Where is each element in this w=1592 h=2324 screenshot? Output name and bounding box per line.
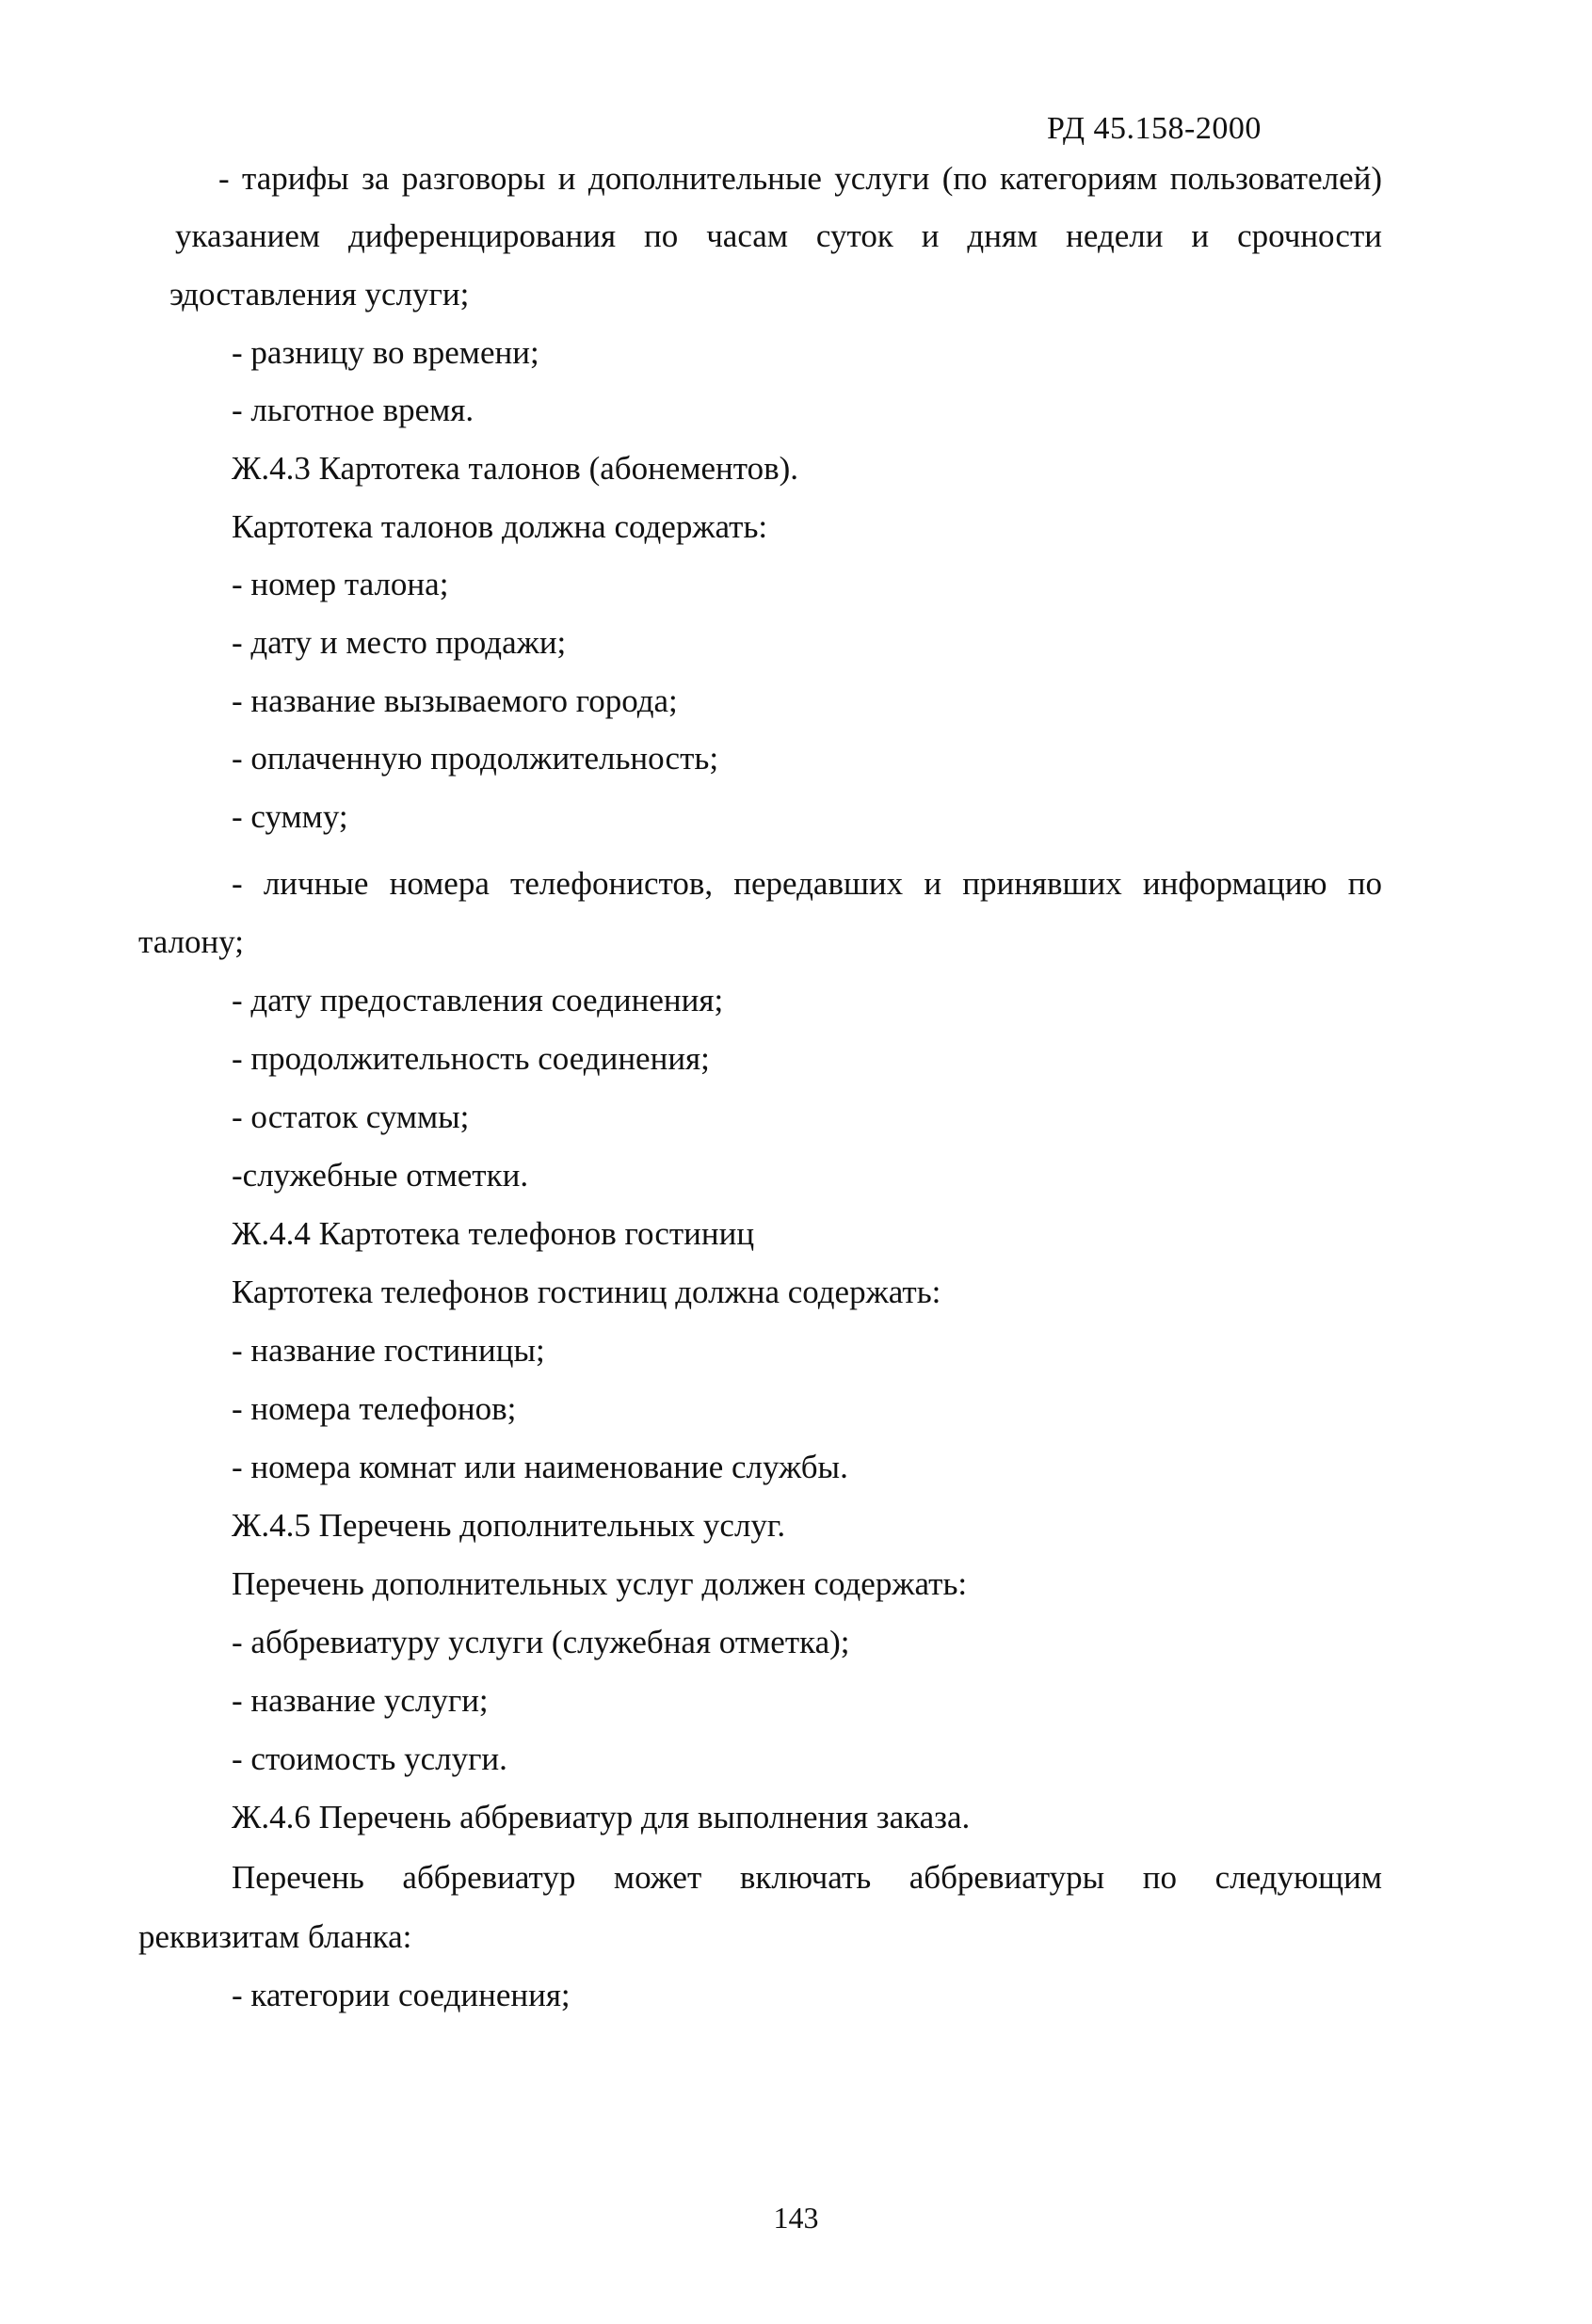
text-line: - название услуги;	[232, 1682, 489, 1719]
text-line: - разницу во времени;	[232, 334, 539, 371]
page-number: 143	[773, 2201, 819, 2235]
text-line: - дату предоставления соединения;	[232, 982, 724, 1018]
section-heading: Ж.4.5 Перечень дополнительных услуг.	[232, 1507, 786, 1544]
section-heading: Ж.4.4 Картотека телефонов гостиниц	[232, 1215, 755, 1252]
text-line: талону;	[138, 923, 245, 960]
section-heading: Ж.4.3 Картотека талонов (абонементов).	[232, 450, 799, 487]
text-line: - номер талона;	[232, 566, 449, 602]
text-line: - категории соединения;	[232, 1977, 571, 2013]
text-line: - оплаченную продолжительность;	[232, 740, 719, 777]
section-heading: Ж.4.6 Перечень аббревиатур для выполнения заказа.	[232, 1799, 971, 1835]
text-line: - номера телефонов;	[232, 1390, 517, 1427]
text-line: указанием диференцирования по часам суток и дням недели и срочности	[175, 217, 1382, 254]
text-line: - продолжительность соединения;	[232, 1040, 710, 1077]
text-line: - номера комнат или наименование службы.	[232, 1449, 848, 1485]
text-line: - название гостиницы;	[232, 1332, 545, 1369]
text-line: - сумму;	[232, 798, 348, 835]
text-line: - льготное время.	[232, 392, 474, 428]
text-line: Перечень дополнительных услуг должен содержать:	[232, 1565, 968, 1602]
document-code: РД 45.158-2000	[1047, 111, 1262, 146]
text-line: - личные номера телефонистов, передавших и принявших информацию по	[232, 865, 1382, 902]
text-line: - тарифы за разговоры и дополнительные услуги (по категориям пользователей)	[218, 160, 1382, 197]
text-line: - остаток суммы;	[232, 1098, 470, 1135]
text-line: реквизитам бланка:	[138, 1918, 412, 1955]
text-line: -служебные отметки.	[232, 1157, 529, 1194]
text-line: Картотека телефонов гостиниц должна содержать:	[232, 1274, 941, 1310]
text-line: - аббревиатуру услуги (служебная отметка);	[232, 1624, 850, 1660]
text-line: Картотека талонов должна содержать:	[232, 508, 768, 545]
text-line: эдоставления услуги;	[169, 276, 470, 313]
text-line: Перечень аббревиатур может включать аббревиатуры по следующим	[232, 1859, 1382, 1896]
text-line: - название вызываемого города;	[232, 682, 678, 719]
text-line: - дату и место продажи;	[232, 624, 567, 661]
text-line: - стоимость услуги.	[232, 1740, 507, 1777]
